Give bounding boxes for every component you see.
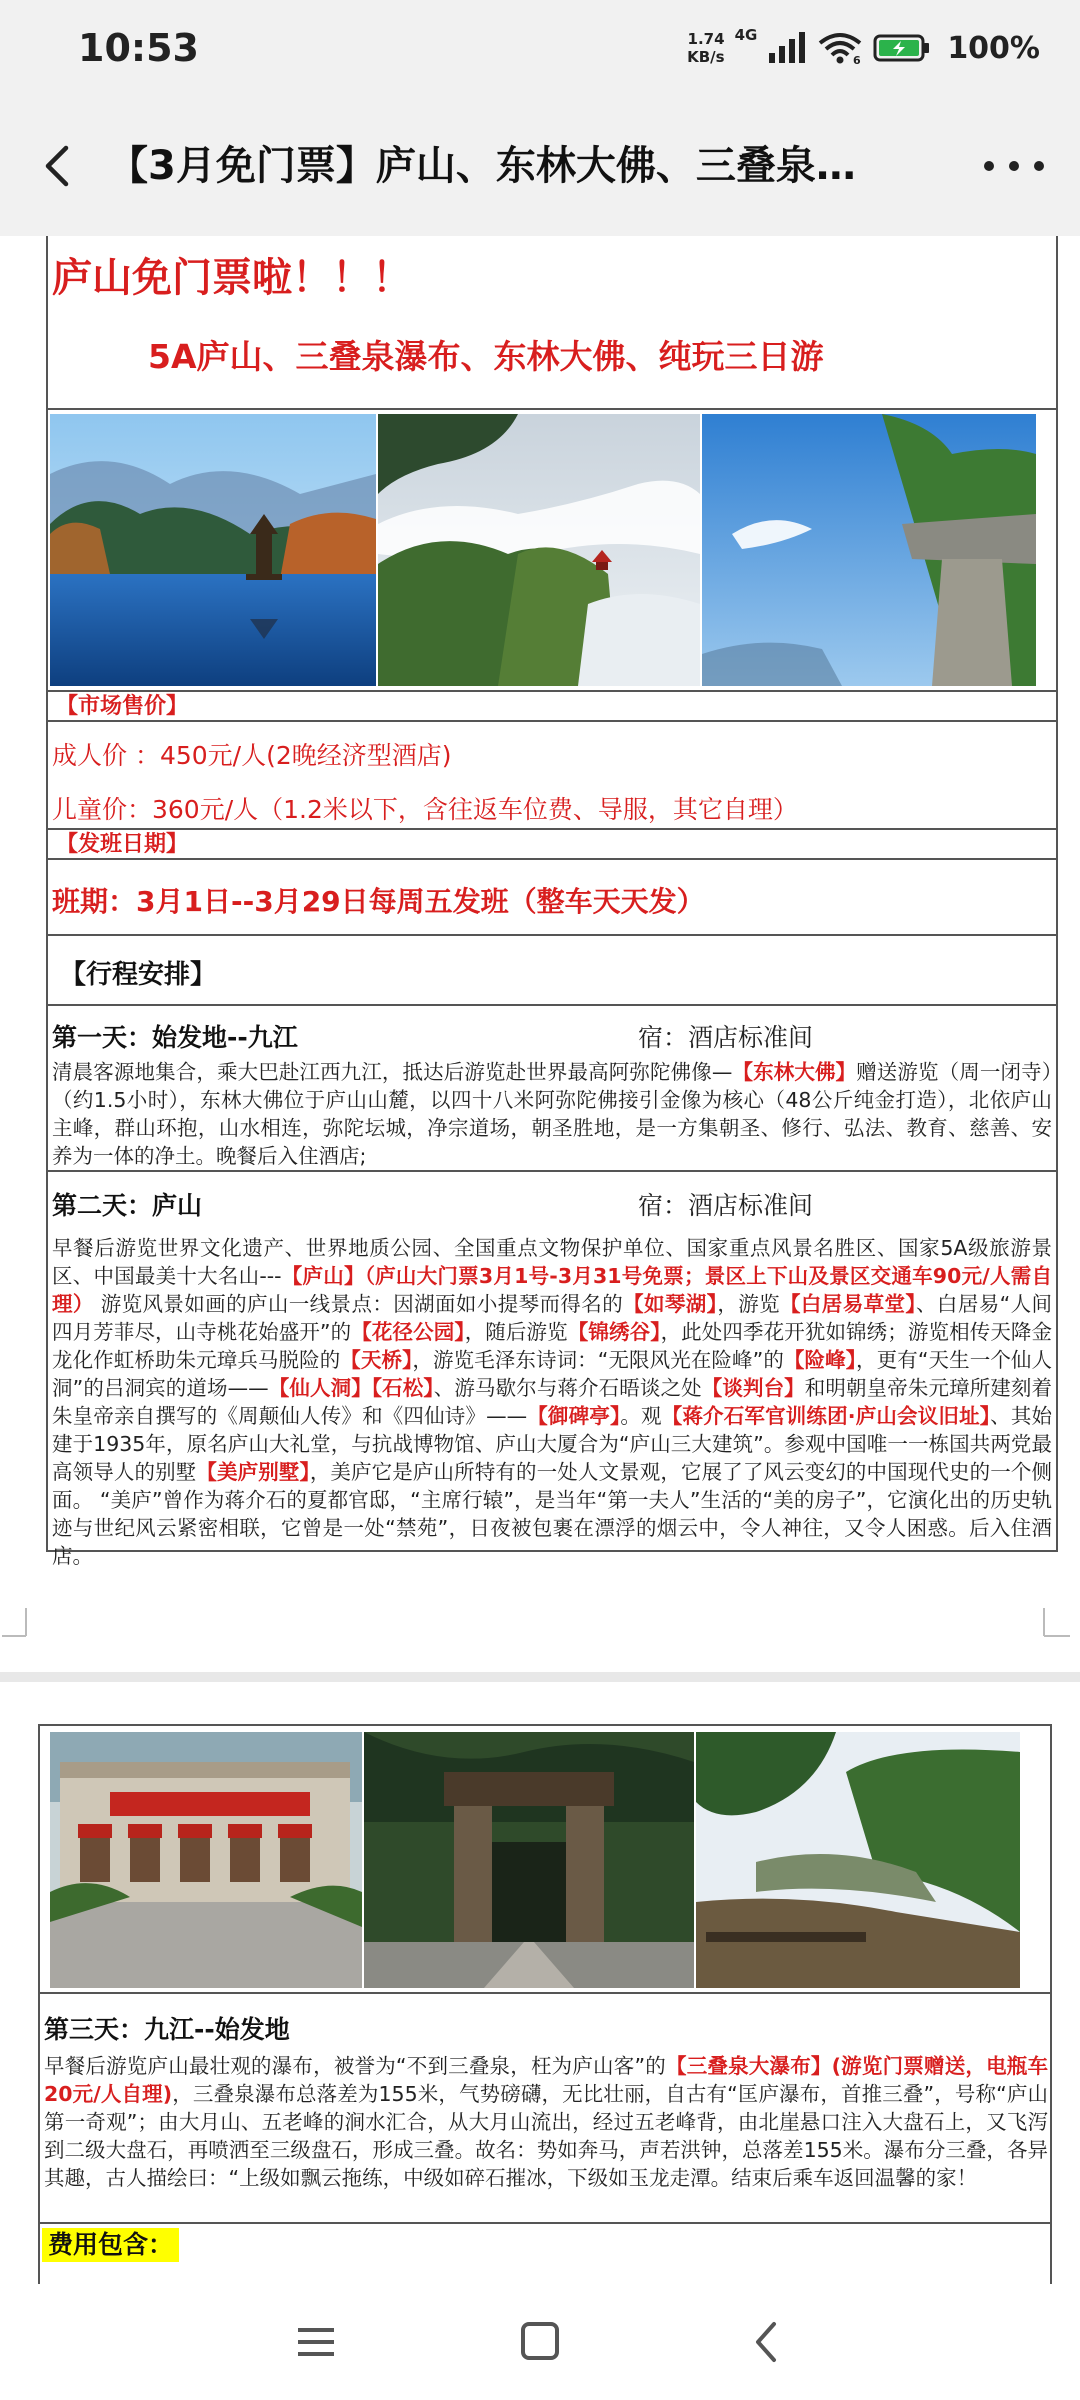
highlight-text: 【锦绣谷】 xyxy=(567,1320,661,1344)
day1-description xyxy=(52,1058,1052,1170)
body-text: ，游览毛泽东诗词：“无限风光在险峰”的 xyxy=(412,1348,784,1372)
adult-price: 成人价 ：450元/人(2晚经济型酒店) xyxy=(52,741,452,770)
highlight-text: 【御碑亭】 xyxy=(527,1404,621,1428)
body-text: ，游览 xyxy=(717,1292,781,1316)
departure-label-row xyxy=(48,830,1056,860)
body-text: 早餐后游览世界文化遗产、世界地质公园、全国重点文物保护单位、国家重点风景名胜区、国家5A级旅游景区、中国最美十大名山--- xyxy=(52,1236,1052,1288)
market-price-label: 【市场售价】 xyxy=(56,694,189,719)
speed-value: 1.74 xyxy=(687,30,725,48)
highlight-text: 【白居易草堂】 xyxy=(780,1292,917,1316)
day3-body-row xyxy=(40,2050,1050,2224)
departure-label: 【发班日期】 xyxy=(56,832,189,857)
home-button[interactable] xyxy=(510,2314,570,2370)
body-text: 、游马歇尔与蒋介石晤谈之处 xyxy=(433,1376,702,1400)
more-dot xyxy=(1034,161,1044,171)
signal-icon xyxy=(767,31,807,65)
day2-hotel: 宿：酒店标准间 xyxy=(638,1191,814,1220)
schedule-text: 班期：3月1日--3月29日每周五发班（整车天天发） xyxy=(52,885,705,918)
headline-row xyxy=(48,236,1056,410)
system-nav-bar xyxy=(0,2284,1080,2400)
network-type: 4G xyxy=(734,26,758,44)
battery-icon xyxy=(873,33,931,63)
highlight-text: 【美庐别墅】 xyxy=(196,1460,310,1484)
document-page-1 xyxy=(46,236,1058,1568)
day1-header xyxy=(48,1006,1056,1052)
body-text: ，更有“天生一个仙人洞”的吕洞宾的道场—— xyxy=(52,1348,1052,1400)
highlight-text: 【谈判台】 xyxy=(701,1376,805,1400)
app-header xyxy=(0,96,1080,236)
nav-back-button[interactable] xyxy=(736,2314,796,2370)
market-price-label-row xyxy=(48,692,1056,722)
highlight-text: 【三叠泉大瀑布】(游览门票赠送，电瓶车20元/人自理) xyxy=(44,2054,1048,2106)
body-text: 和明朝皇帝朱元璋所建刻着朱皇帝亲自撰写的《周颠仙人传》和《四仙诗》—— xyxy=(52,1376,1053,1428)
highlight-text: 【庐山】（庐山大门票3月1号-3月31号免票；景区上下山及景区交通车90元/人需自理） xyxy=(52,1264,1052,1316)
page-divider xyxy=(0,1672,1080,1682)
menu-button[interactable] xyxy=(286,2314,346,2370)
home-square-icon xyxy=(510,2314,570,2370)
body-text: 清晨客源地集合，乘大巴赴江西九江，抵达后游览赴世界最高阿弥陀佛像— xyxy=(52,1060,733,1084)
body-text: 、其始建于1935年，原名庐山大礼堂，与抗战博物馆、庐山大厦合为“庐山三大建筑”。参观中国唯一一栋国共两党最高领导人的别墅 xyxy=(52,1404,1053,1484)
wifi-icon xyxy=(817,31,863,65)
highlight-text: 【花径公园】 xyxy=(351,1320,465,1344)
day1-title: 第一天：始发地--九江 xyxy=(52,1023,298,1052)
body-text: 游览风景如画的庐山一线景点：因湖面如小提琴而得名的 xyxy=(93,1292,624,1316)
day2-header xyxy=(48,1172,1056,1226)
highlight-text: 【仙人洞】【石松】 xyxy=(268,1376,434,1400)
day2-body-row xyxy=(48,1226,1056,1568)
highlight-text: 【天桥】 xyxy=(340,1348,413,1372)
svg-text:6: 6 xyxy=(853,54,861,65)
photo-lake-pavilion xyxy=(50,414,376,686)
back-arrow-icon xyxy=(30,136,90,196)
body-text: 。观 xyxy=(620,1404,662,1428)
back-button[interactable] xyxy=(30,136,90,196)
price-row xyxy=(48,722,1056,830)
status-time: 10:53 xyxy=(78,26,199,70)
page-break-marks xyxy=(0,1600,1080,1670)
more-dots-icon xyxy=(984,161,994,171)
document-page-2 xyxy=(38,1724,1052,2284)
day2-description xyxy=(52,1234,1052,1570)
body-text: ，此处四季花开犹如锦绣；游览相传天降金龙化作虹桥助朱元璋兵马脱险的 xyxy=(52,1320,1053,1372)
body-text: ，随后游览 xyxy=(464,1320,568,1344)
page-title: 【3月免门票】庐山、东林大佛、三叠泉… xyxy=(108,143,856,189)
photo-cliff-rock xyxy=(702,414,1036,686)
nav-back-icon xyxy=(736,2314,796,2370)
body-text: ，美庐它是庐山所特有的一处人文景观，它展了了风云变幻的中国现代史的一个侧面。 “美庐”曾作为蒋介石的夏都官邸，“主席行辕”，是当年“第一夫人”生活的“美的房子”，它演化出的历史轨迹与世纪风云紧密相联，它曾是一处“禁苑”，日夜被包裹在漂浮的烟云中，令人神往，又令人困惑。后入住酒店。 xyxy=(52,1460,1053,1568)
headline: 庐山免门票啦！！！ xyxy=(52,255,412,301)
day2-title: 第二天：庐山 xyxy=(52,1191,203,1220)
menu-icon xyxy=(286,2314,346,2370)
fee-included-label: 费用包含： xyxy=(42,2228,179,2262)
day1-body-row xyxy=(48,1052,1056,1172)
network-speed xyxy=(687,30,724,66)
photo-stone-gate xyxy=(364,1732,694,1988)
status-bar xyxy=(0,0,1080,96)
day3-description xyxy=(44,2052,1048,2192)
status-icons xyxy=(687,24,1040,72)
schedule-row xyxy=(48,860,1056,936)
highlight-text: 【险峰】 xyxy=(783,1348,857,1372)
body-text: 、白居易“人间四月芳菲尽，山寺桃花始盛开”的 xyxy=(52,1292,1053,1344)
itinerary-label-row xyxy=(48,936,1056,1006)
photo-row-2 xyxy=(40,1726,1050,1994)
more-dot xyxy=(1009,161,1019,171)
day3-title: 第三天：九江--始发地 xyxy=(44,2015,290,2044)
itinerary-label: 【行程安排】 xyxy=(60,960,217,990)
child-price: 儿童价：360元/人（1.2米以下，含往返车位费、导服，其它自理） xyxy=(52,795,798,824)
highlight-text: 【东林大佛】 xyxy=(732,1060,857,1084)
body-text: 赠送游览（周一闭寺）（约1.5小时），东林大佛位于庐山山麓，以四十八米阿弥陀佛接引金像为核心（48公斤纯金打造），北依庐山主峰，群山环抱，山水相连，弥陀坛城，净宗道场，朝圣胜地，是一方集朝圣、修行、弘法、教育、慈善、安养为一体的净土。晚餐后入住酒店; xyxy=(52,1060,1053,1168)
photo-row-1 xyxy=(48,410,1056,692)
highlight-text: 【蒋介石军官训练团·庐山会议旧址】 xyxy=(661,1404,991,1428)
photo-misty-mountain xyxy=(378,414,700,686)
battery-percent: 100% xyxy=(947,30,1040,66)
body-text: 早餐后游览庐山最壮观的瀑布，被誉为“不到三叠泉，枉为庐山客”的 xyxy=(44,2054,666,2078)
highlight-text: 【如琴湖】 xyxy=(623,1292,718,1316)
day1-hotel: 宿：酒店标准间 xyxy=(638,1023,814,1052)
body-text: ，三叠泉瀑布总落差为155米，气势磅礴，无比壮丽，自古有“匡庐瀑布，首推三叠”，号称“庐山第一奇观”；由大月山、五老峰的涧水汇合，从大月山流出，经过五老峰背，由北崖悬口注入大盘石上，又飞泻到二级大盘石，再喷洒至三级盘石，形成三叠。故名：势如奔马，声若洪钟，总落差155米。瀑布分三叠，各异其趣，古人描绘曰：“上级如飘云拖练，中级如碎石摧冰，下级如玉龙走潭。结束后乘车返回温馨的家！ xyxy=(44,2082,1048,2190)
photo-old-building xyxy=(50,1732,362,1988)
photo-pine-valley xyxy=(696,1732,1020,1988)
subheadline: 5A庐山、三叠泉瀑布、东林大佛、纯玩三日游 xyxy=(148,337,824,376)
speed-unit: KB/s xyxy=(687,48,725,66)
more-options-button[interactable] xyxy=(984,140,1044,192)
